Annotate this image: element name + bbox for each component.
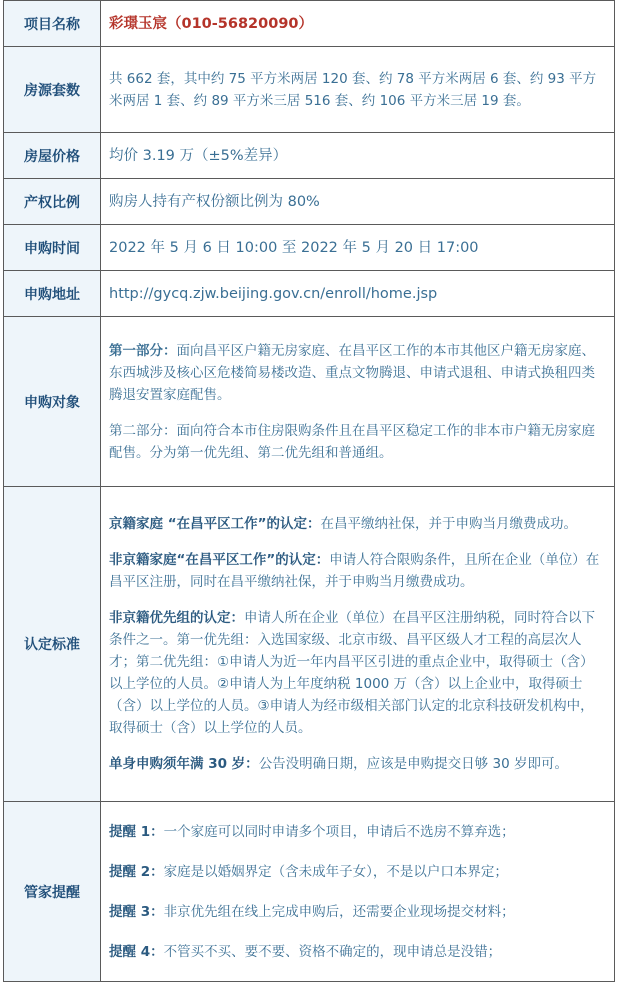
criteria-4 [109,753,606,775]
label-target: 申购对象 [4,317,101,487]
row-address [4,271,615,317]
time-text: 2022 年 5 月 6 日 10:00 至 2022 年 5 月 20 日 17:00 [101,225,615,271]
label-price: 房屋价格 [4,133,101,179]
reminder-item [109,821,606,843]
reminders-cell [101,802,615,982]
label-project: 项目名称 [4,1,101,47]
target-cell [101,317,615,487]
label-reminders: 管家提醒 [4,802,101,982]
row-target [4,317,615,487]
reminder-title: 提醒 4： [109,943,164,960]
reminder-text: 家庭是以婚姻界定（含未成年子女），不是以户口本界定； [163,863,508,880]
label-time: 申购时间 [4,225,101,271]
label-units: 房源套数 [4,47,101,133]
project-name [101,1,615,47]
target-part1 [109,340,606,406]
reminder-text: 一个家庭可以同时申请多个项目，申请后不选房不算弃选； [163,823,515,840]
label-address: 申购地址 [4,271,101,317]
row-units [4,47,615,133]
criteria-4-text: 公告没明确日期，应该是申购提交日够 30 岁即可。 [258,756,568,772]
criteria-1 [109,513,606,535]
criteria-4-title: 单身申购须年满 30 岁： [109,756,259,772]
criteria-1-text: 在昌平缴纳社保，并于申购当月缴费成功。 [320,516,577,532]
criteria-3-text: 申请人所在企业（单位）在昌平区注册纳税，同时符合以下条件之一。第一优先组：入选国家级、北京市级、昌平区级人才工程的高层次人才；第二优先组：①申请人为近一年内昌平区引进的重点企业中，取得硕士（含）以上学位的人员。②申请人为上年度纳税 1000 万（含）以上企业中，取得硕士（含）以上学位的人员。③申请人为经市级相关部门认定的北京科技研发机构中，取得硕士（含）以上学位的人员。 [109,610,595,736]
criteria-2 [109,549,606,593]
project-name-text: 彩璟玉宸（010-56820090） [109,15,313,32]
target-part1-text: 面向昌平区户籍无房家庭、在昌平区工作的本市其他区户籍无房家庭、东西城涉及核心区危楼简易楼改造、重点文物腾退、申请式退租、申请式换租四类腾退安置家庭配售。 [109,342,595,403]
criteria-cell [101,487,615,802]
reminder-title: 提醒 3： [109,903,164,920]
units-text: 共 662 套，其中约 75 平方米两居 120 套、约 78 平方米两居 6 套、约 93 平方米两居 1 套、约 89 平方米三居 516 套、约 106 平方米三居 19 套。 [101,47,615,133]
target-part2-text: 第二部分：面向符合本市住房限购条件且在昌平区稳定工作的非本市户籍无房家庭配售。分为第一优先组、第二优先组和普通组。 [109,422,595,461]
address-link[interactable]: http://gycq.zjw.beijing.gov.cn/enroll/home.jsp [101,271,615,317]
criteria-3 [109,607,606,739]
reminder-title: 提醒 1： [109,823,164,840]
target-part2 [109,420,606,464]
row-time [4,225,615,271]
criteria-2-title: 非京籍家庭“在昌平区工作”的认定： [109,552,330,568]
criteria-2-text: 申请人符合限购条件，且所在企业（单位）在昌平区注册，同时在昌平缴纳社保，并于申购当月缴费成功。 [109,552,600,590]
row-price [4,133,615,179]
reminder-item [109,901,606,923]
target-part1-title: 第一部分： [109,342,177,359]
criteria-3-title: 非京籍优先组的认定： [109,610,244,626]
row-criteria [4,487,615,802]
row-project [4,1,615,47]
ratio-text: 购房人持有产权份额比例为 80% [101,179,615,225]
row-ratio [4,179,615,225]
label-ratio: 产权比例 [4,179,101,225]
reminder-item [109,941,606,963]
row-reminders [4,802,615,982]
criteria-1-title: 京籍家庭 “在昌平区工作”的认定： [109,516,321,532]
reminder-text: 不管买不买、要不要、资格不确定的，现申请总是没错； [163,943,502,960]
price-text: 均价 3.19 万（±5%差异） [101,133,615,179]
reminder-title: 提醒 2： [109,863,164,880]
project-info-table [3,0,615,982]
reminder-text: 非京优先组在线上完成申购后，还需要企业现场提交材料； [163,903,515,920]
label-criteria: 认定标准 [4,487,101,802]
reminder-item [109,861,606,883]
